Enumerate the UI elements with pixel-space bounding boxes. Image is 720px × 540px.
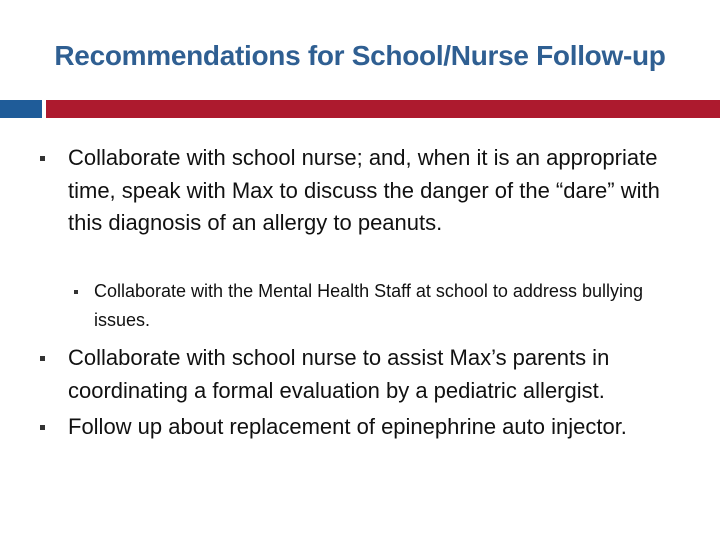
accent-bar-red [46,100,720,118]
slide-title: Recommendations for School/Nurse Follow-up [54,40,666,71]
bullet-item: Collaborate with school nurse to assist Max’s parents in coordinating a formal evaluation by a pediatric allergist. [68,345,610,403]
bullet-icon [40,156,45,161]
bullet-item: Collaborate with school nurse; and, when it is an appropriate time, speak with Max to discuss the danger of the “dare” with this diagnosis of an allergy to peanuts. [68,145,660,235]
accent-bar-blue [0,100,42,118]
sub-bullet-item: Collaborate with the Mental Health Staff at school to address bullying issues. [94,281,643,330]
bullet-icon [40,356,45,361]
sub-bullet-icon [74,290,78,294]
bullet-item: Follow up about replacement of epinephrine auto injector. [68,414,627,439]
bullet-icon [40,425,45,430]
